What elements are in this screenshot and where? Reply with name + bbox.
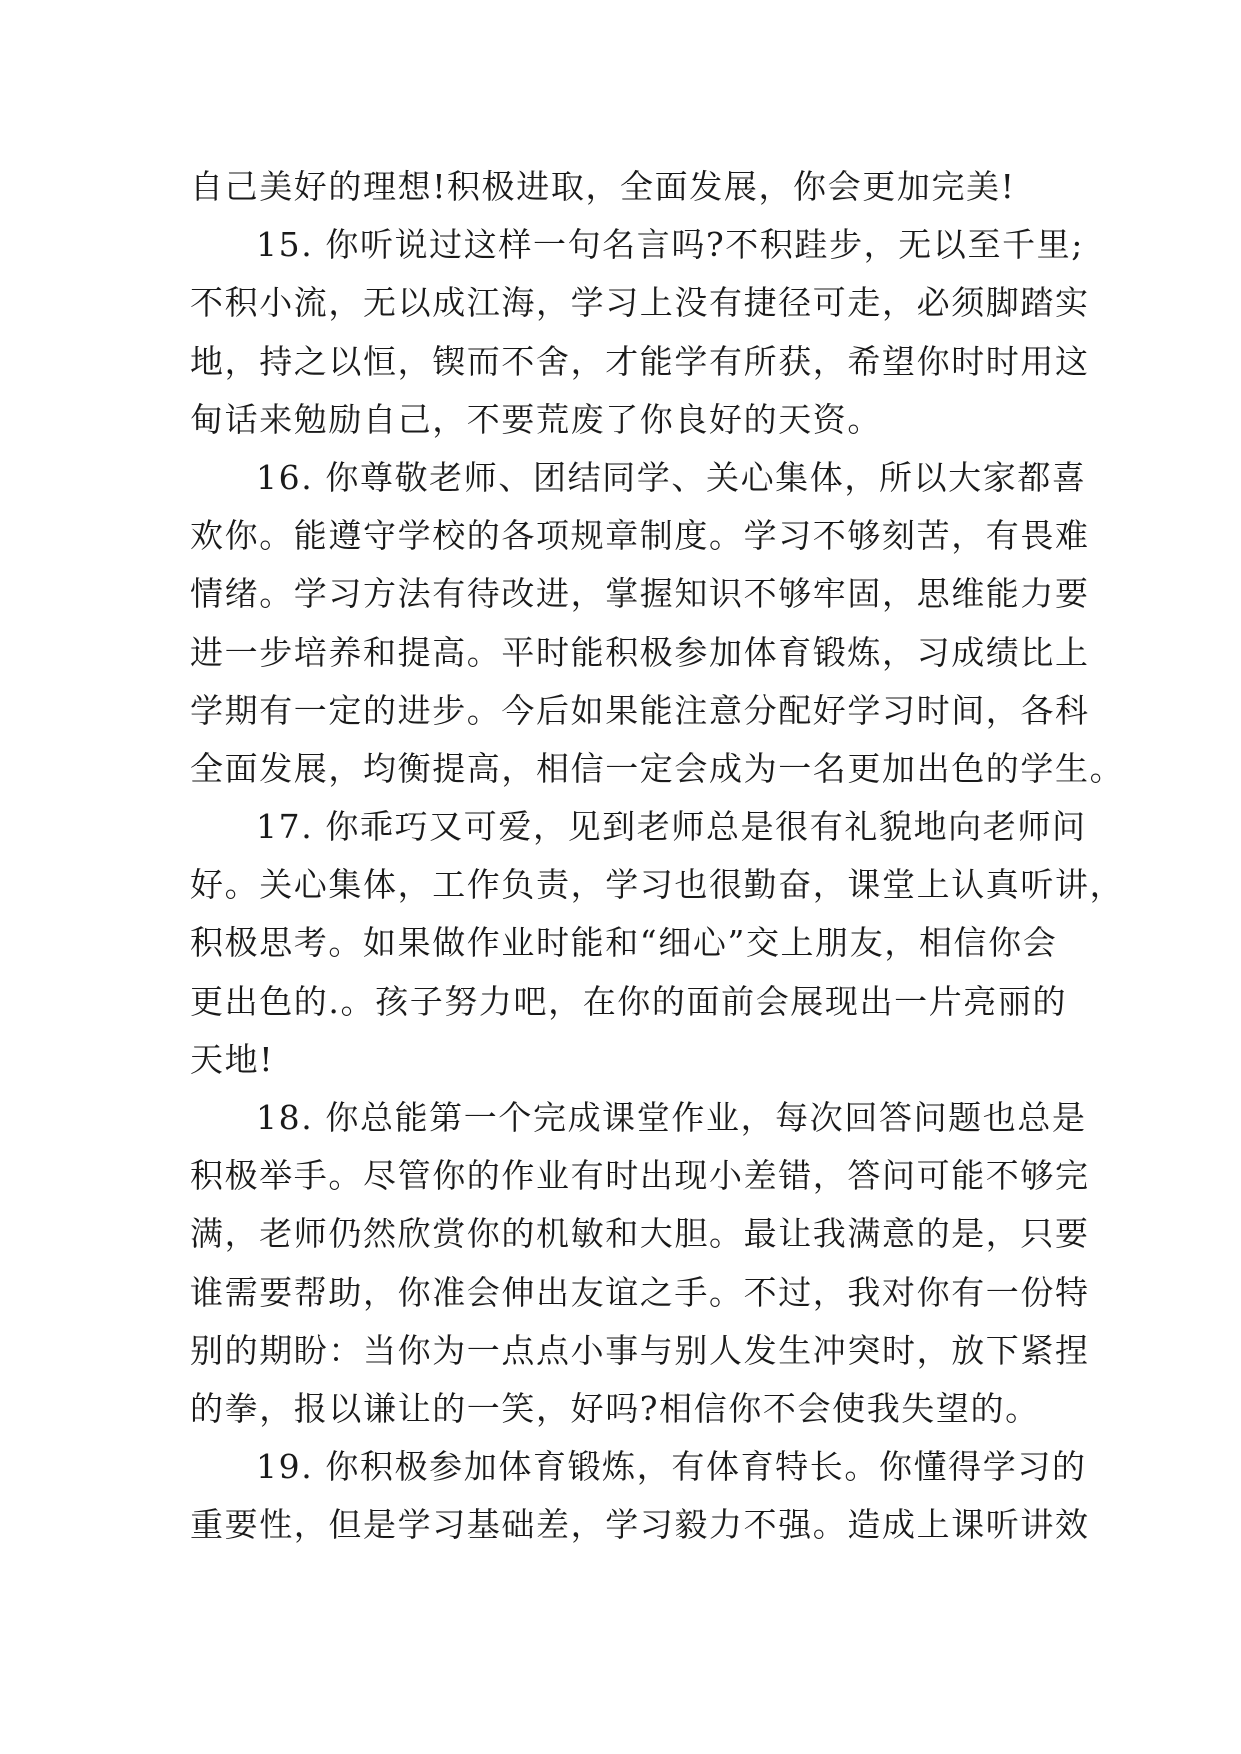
text-line: 18. 你总能第一个完成课堂作业，每次回答问题也总是 [256,1098,1087,1137]
text-line: 的拳，报以谦让的一笑，好吗?相信你不会使我失望的。 [190,1388,1040,1428]
text-line: 17. 你乖巧又可爱，见到老师总是很有礼貌地向老师问 [256,807,1087,847]
text-line: 好。关心集体，工作负责，学习也很勤奋，课堂上认真听讲， [190,865,1125,905]
body-text [190,158,1125,1555]
text-line: 19. 你积极参加体育锻炼，有体育特长。你懂得学习的 [256,1447,1087,1487]
text-line: 进一步培养和提高。平时能积极参加体育锻炼，习成绩比上 [190,632,1090,672]
text-line: 积极举手。尽管你的作业有时出现小差错，答问可能不够完 [190,1156,1090,1196]
text-line: 满，老师仍然欣赏你的机敏和大胆。最让我满意的是，只要 [190,1214,1090,1254]
text-line: 积极思考。如果做作业时能和“细心”交上朋友，相信你会 [190,923,1058,963]
text-line: 天地! [190,1039,275,1079]
text-line: 欢你。能遵守学校的各项规章制度。学习不够刻苦，有畏难 [190,516,1090,556]
text-line: 全面发展，均衡提高，相信一定会成为一名更加出色的学生。 [190,748,1125,788]
text-line: 别的期盼：当你为一点点小事与别人发生冲突时，放下紧捏 [190,1330,1090,1370]
text-line: 学期有一定的进步。今后如果能注意分配好学习时间，各科 [190,690,1090,730]
text-line: 16. 你尊敬老师、团结同学、关心集体，所以大家都喜 [256,457,1087,497]
text-line: 甸话来勉励自己，不要荒废了你良好的天资。 [190,399,882,439]
text-line: 地，持之以恒，锲而不舍，才能学有所获，希望你时时用这 [190,341,1090,381]
text-line: 15. 你听说过这样一句名言吗?不积跬步，无以至千里; [256,225,1084,265]
text-line: 更出色的.。孩子努力吧，在你的面前会展现出一片亮丽的 [190,981,1068,1021]
text-line: 不积小流，无以成江海，学习上没有捷径可走，必须脚踏实 [190,283,1090,323]
text-line: 情绪。学习方法有待改进，掌握知识不够牢固，思维能力要 [190,574,1090,614]
text-line: 重要性，但是学习基础差，学习毅力不强。造成上课听讲效 [190,1505,1090,1545]
text-line: 谁需要帮助，你准会伸出友谊之手。不过，我对你有一份特 [190,1272,1090,1312]
text-line: 自己美好的理想!积极进取，全面发展，你会更加完美! [190,167,1016,206]
